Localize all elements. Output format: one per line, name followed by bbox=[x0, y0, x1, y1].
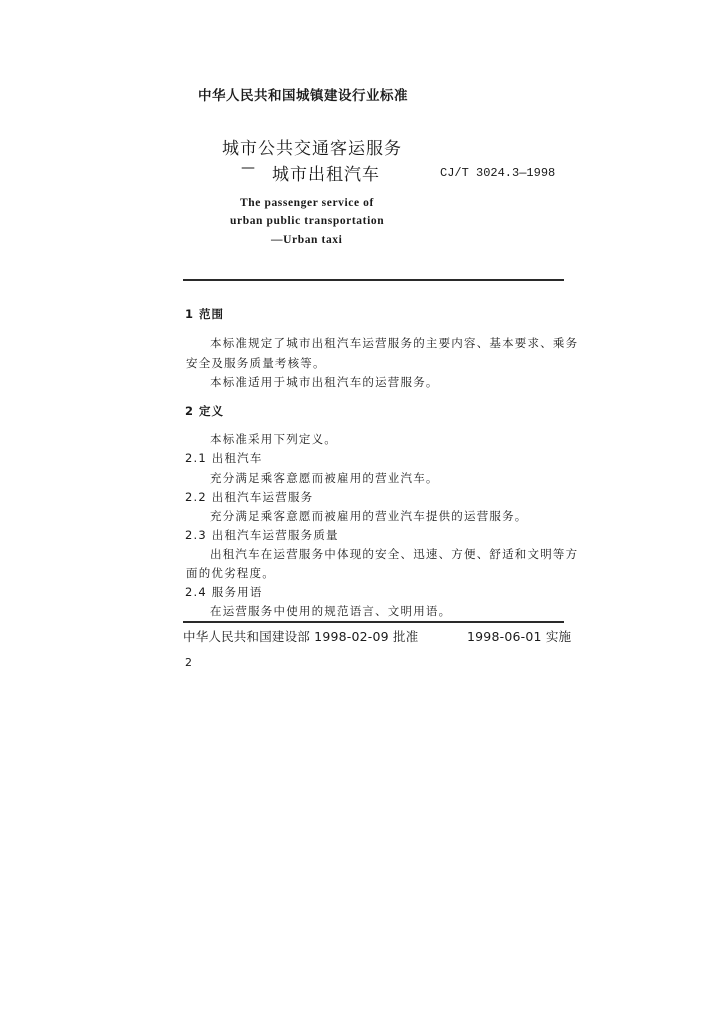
footer-divider bbox=[183, 621, 564, 623]
definition-2-4-term: 2.4 服务用语 bbox=[185, 585, 263, 599]
section-1-para1-line2: 安全及服务质量考核等。 bbox=[186, 356, 326, 370]
section-2-heading: 2 定义 bbox=[185, 404, 225, 418]
definition-2-3-text-line1: 出租汽车在运营服务中体现的安全、迅速、方便、舒适和文明等方 bbox=[210, 547, 579, 561]
standard-number: CJ/T 3024.3—1998 bbox=[440, 166, 556, 180]
definition-2-4-text: 在运营服务中使用的规范语言、文明用语。 bbox=[210, 604, 452, 618]
section-1-para1-line1: 本标准规定了城市出租汽车运营服务的主要内容、基本要求、乘务 bbox=[210, 336, 579, 350]
definition-2-2-term: 2.2 出租汽车运营服务 bbox=[185, 490, 314, 504]
implementation-date: 1998-06-01 实施 bbox=[467, 629, 572, 644]
section-2-intro: 本标准采用下列定义。 bbox=[210, 432, 337, 446]
approval-date: 中华人民共和国建设部 1998-02-09 批准 bbox=[183, 629, 419, 644]
english-title-line3: —Urban taxi bbox=[271, 234, 343, 246]
title-main: 城市公共交通客运服务 bbox=[222, 139, 402, 159]
page-number: 2 bbox=[185, 656, 192, 669]
issuing-organization: 中华人民共和国城镇建设行业标准 bbox=[198, 88, 408, 104]
section-1-para2: 本标准适用于城市出租汽车的运营服务。 bbox=[210, 375, 439, 389]
header-divider bbox=[183, 279, 564, 281]
english-title-line1: The passenger service of bbox=[240, 197, 374, 209]
definition-2-3-text-line2: 面的优劣程度。 bbox=[186, 566, 275, 580]
definition-2-1-text: 充分满足乘客意愿而被雇用的营业汽车。 bbox=[210, 471, 439, 485]
definition-2-3-term: 2.3 出租汽车运营服务质量 bbox=[185, 528, 339, 542]
english-title-line2: urban public transportation bbox=[230, 215, 385, 227]
title-sub: 城市出租汽车 bbox=[272, 165, 380, 185]
title-dash: — bbox=[241, 160, 256, 176]
definition-2-2-text: 充分满足乘客意愿而被雇用的营业汽车提供的运营服务。 bbox=[210, 509, 528, 523]
definition-2-1-term: 2.1 出租汽车 bbox=[185, 451, 263, 465]
section-1-heading: 1 范围 bbox=[185, 307, 225, 321]
